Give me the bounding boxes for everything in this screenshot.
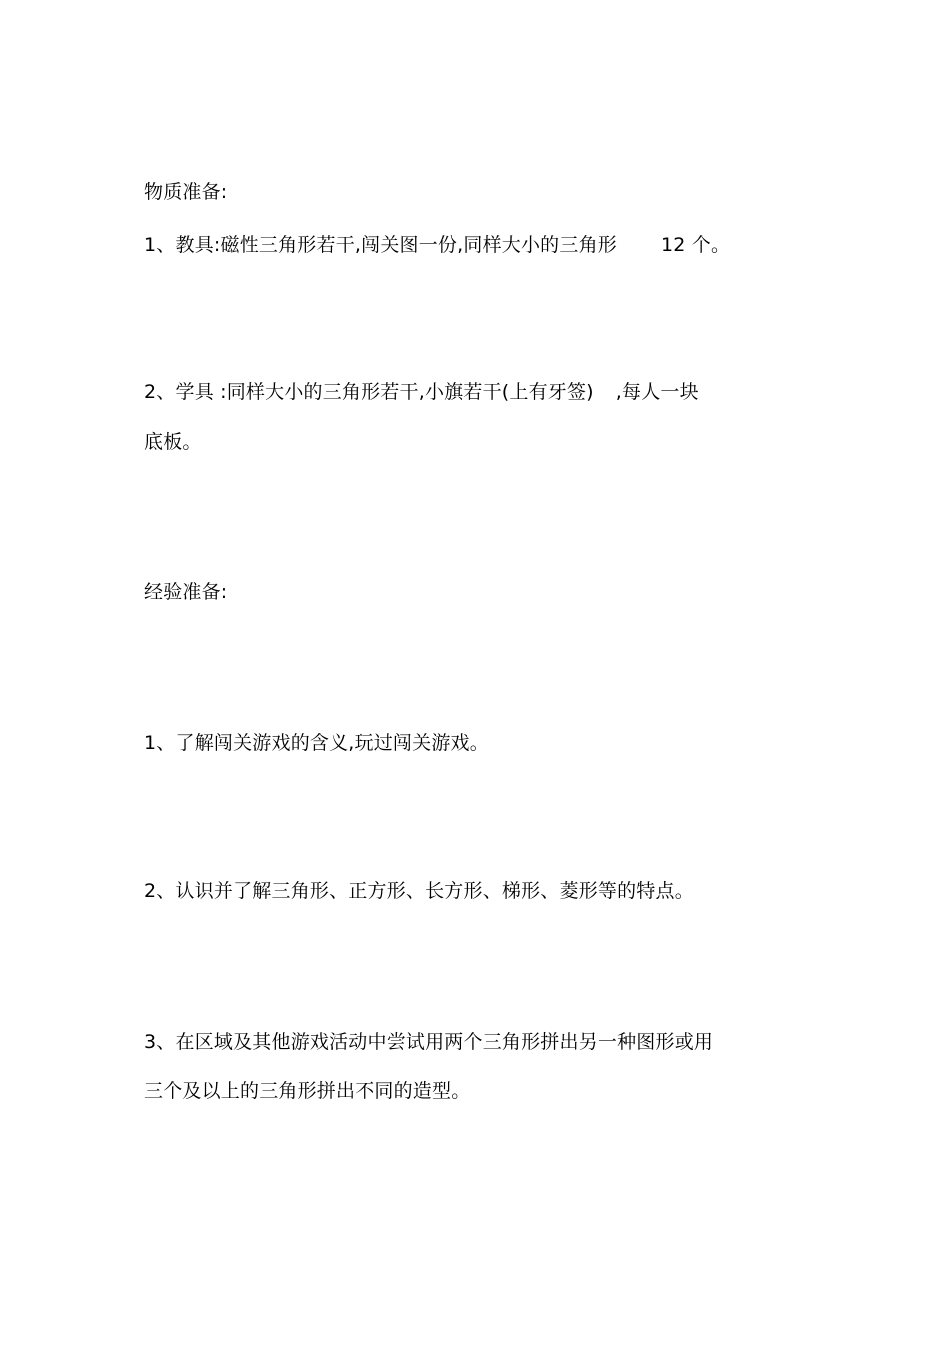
material-item-2-main: 2、学具 :同样大小的三角形若干,小旗若干(上有牙签) [144,381,594,403]
experience-item-2: 2、认识并了解三角形、正方形、长方形、梯形、菱形等的特点。 [144,880,694,902]
material-item-2-continued: 底板。 [144,431,202,453]
material-item-1-tail: 12 个。 [660,234,731,256]
experience-item-3: 3、在区域及其他游戏活动中尝试用两个三角形拼出另一种图形或用 [144,1031,714,1053]
material-item-1-main: 1、教具:磁性三角形若干,闯关图一份,同样大小的三角形 [144,234,617,256]
material-item-2 [144,380,699,404]
experience-item-3-continued: 三个及以上的三角形拼出不同的造型。 [144,1080,471,1102]
material-item-2-tail: ,每人一块 [615,381,699,403]
material-item-1 [144,233,730,257]
material-heading: 物质准备: [144,181,228,203]
experience-item-1: 1、了解闯关游戏的含义,玩过闯关游戏。 [144,732,489,754]
experience-heading: 经验准备: [144,581,228,603]
